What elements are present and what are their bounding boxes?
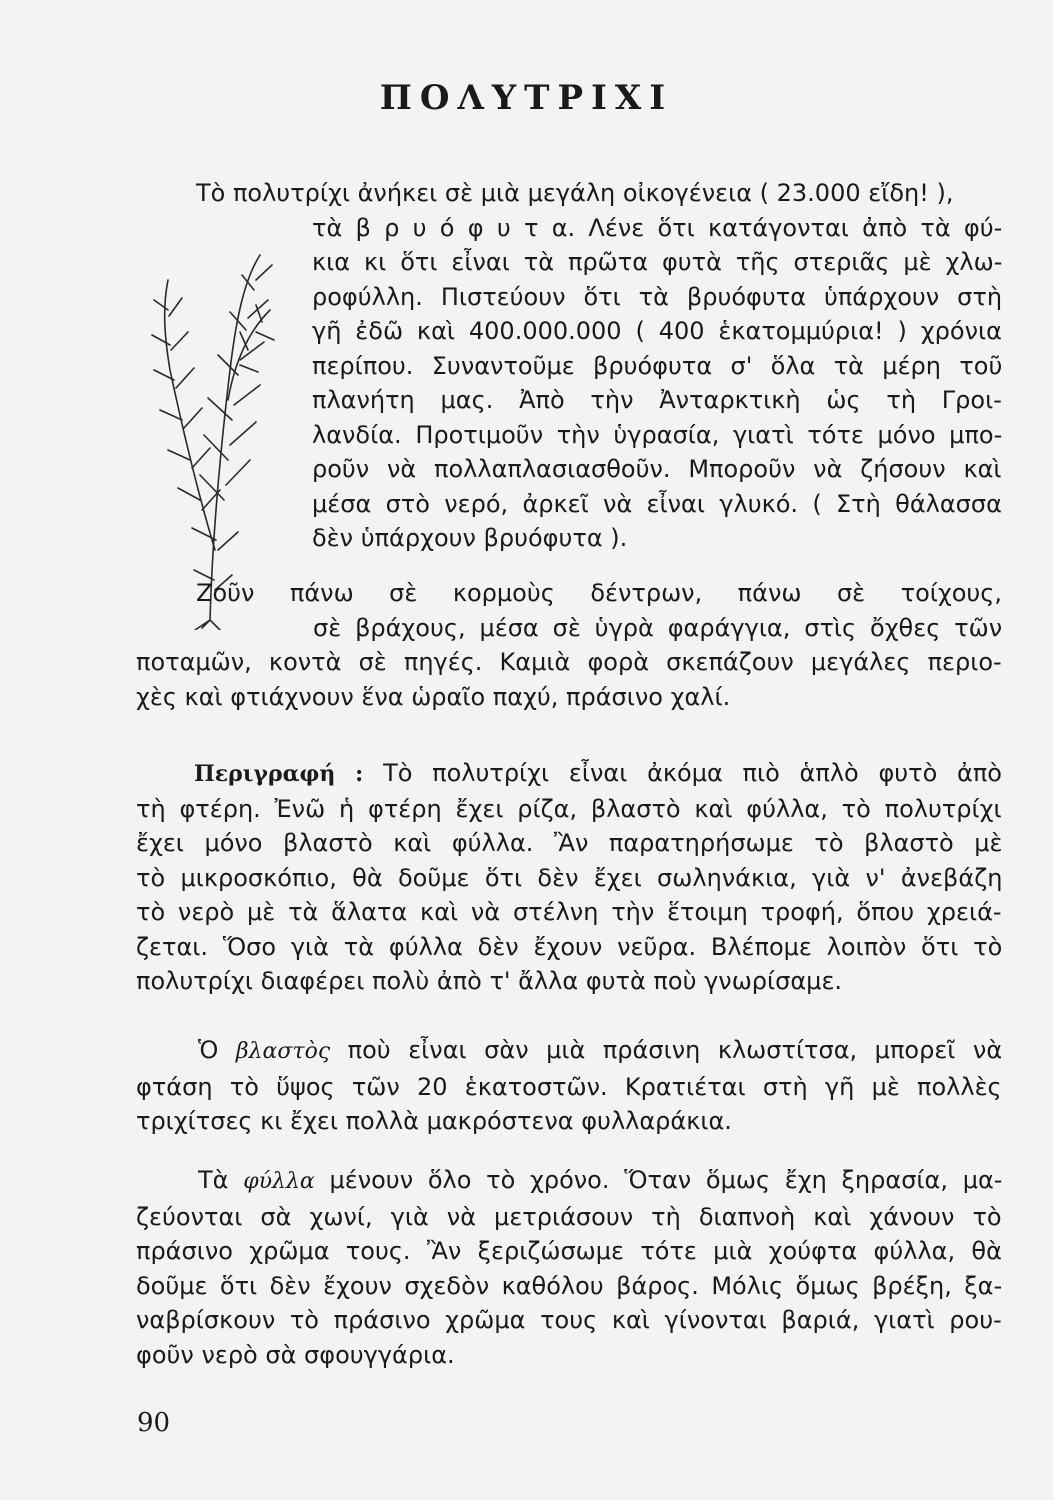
intro-line: ροῦν νὰ πολλαπλασιασθοῦν. Μποροῦν νὰ ζήσουν καὶ	[312, 455, 1002, 483]
intro-paragraph-continued	[312, 211, 1002, 556]
leaves-line: ναβρίσκουν τὸ πράσινο χρῶμα τους καὶ γίνονται βαριά, γιατὶ ρου-	[136, 1306, 1002, 1334]
stem-line: φτάση τὸ ὕψος τῶν 20 ἑκατοστῶν. Κρατιέται στὴ γῆ μὲ πολλὲς	[136, 1072, 1002, 1101]
intro-line: δὲν ὑπάρχουν βρυόφυτα ).	[312, 524, 628, 552]
stem-first-rest: ποὺ εἶναι σὰν μιὰ πράσινη κλωστίτσα, μπορεῖ νὰ	[330, 1036, 1003, 1064]
leaves-first-line	[136, 1163, 1002, 1200]
description-line: ἔχει μόνο βλαστὸ καὶ φύλλα. Ἂν παρατηρήσωμε τὸ βλαστὸ μὲ	[136, 829, 1003, 857]
intro-line: μέσα στὸ νερό, ἀρκεῖ νὰ εἶναι γλυκό. ( Στὴ θάλασσα	[312, 489, 1002, 518]
leaves-term: φύλλα	[243, 1169, 315, 1194]
leaves-line: ζεύονται σὰ χωνί, γιὰ νὰ μετριάσουν τὴ διαπνοὴ καὶ χάνουν τὸ	[136, 1202, 1002, 1231]
intro-line: κια κι ὅτι εἶναι τὰ πρῶτα φυτὰ τῆς στεριᾶς μὲ χλω-	[312, 248, 1003, 276]
leaves-line: δοῦμε ὅτι δὲν ἔχουν σχεδὸν καθόλου βάρος. Μόλις ὅμως βρέξη, ξα-	[136, 1271, 1003, 1300]
intro-line: περίπου. Συναντοῦμε βρυόφυτα σ' ὅλα τὰ μέρη τοῦ	[312, 351, 1003, 380]
intro-line: γῆ ἐδῶ καὶ 400.000.000 ( 400 ἑκατομμύρια! ) χρόνια	[312, 317, 1002, 345]
leaves-line: φοῦν νερὸ σὰ σφουγγάρια.	[136, 1340, 455, 1369]
leaves-prefix: Τὰ	[198, 1166, 244, 1194]
description-first-line	[136, 756, 1002, 792]
leaves-line: πράσινο χρῶμα τους. Ἂν ξεριζώσωμε τότε μιὰ χούφτα φύλλα, θὰ	[136, 1237, 1002, 1265]
leaves-first-rest: μένουν ὅλο τὸ χρόνο. Ὅταν ὅμως ἔχη ξηρασία, μα-	[314, 1166, 1003, 1194]
stem-first-line	[136, 1033, 1002, 1070]
description-label: Περιγραφή :	[194, 761, 364, 787]
description-line: τὴ φτέρη. Ἐνῶ ἡ φτέρη ἔχει ρίζα, βλαστὸ καὶ φύλλα, τὸ πολυτρίχι	[136, 794, 1002, 823]
habitat-line: ποταμῶν, κοντὰ σὲ πηγές. Καμιὰ φορὰ σκεπάζουν μεγάλες περιο-	[136, 648, 1002, 676]
habitat-line: σὲ βράχους, μέσα σὲ ὑγρὰ φαράγγια, στὶς ὄχθες τῶν	[313, 613, 1003, 642]
moss-illustration	[140, 250, 320, 630]
intro-line: ροφύλλη. Πιστεύουν ὅτι τὰ βρυόφυτα ὑπάρχουν στὴ	[312, 282, 1003, 311]
intro-line: λανδία. Προτιμοῦν τὴν ὑγρασία, γιατὶ τότε μόνο μπο-	[312, 420, 1003, 449]
stem-term: βλαστὸς	[235, 1039, 331, 1064]
habitat-line: χὲς καὶ φτιάχνουν ἕνα ὡραῖο παχύ, πράσινο χαλί.	[136, 682, 731, 711]
stem-paragraph	[136, 1033, 1002, 1139]
habitat-paragraph	[136, 576, 1002, 714]
description-line: ζεται. Ὅσο γιὰ τὰ φύλλα δὲν ἔχουν νεῦρα. Βλέπομε λοιπὸν ὅτι τὸ	[136, 932, 1003, 961]
page-number: 90	[137, 1408, 171, 1438]
description-line: Τὸ πολυτρίχι εἶναι ἀκόμα πιὸ ἁπλὸ φυτὸ ἀπὸ	[383, 759, 1002, 787]
habitat-line: Ζοῦν πάνω σὲ κορμοὺς δέντρων, πάνω σὲ τοίχους,	[196, 579, 1003, 607]
description-line: τὸ νερὸ μὲ τὰ ἅλατα καὶ νὰ στέλνη τὴν ἕτοιμη τροφή, ὅπου χρειά-	[136, 898, 1002, 926]
stem-prefix: Ὁ	[198, 1036, 236, 1064]
intro-line: πλανήτη μας. Ἀπὸ τὴν Ἀνταρκτικὴ ὡς τὴ Γροι-	[312, 386, 1002, 414]
page-title: ΠΟΛΥΤΡΙΧΙ	[379, 78, 674, 118]
intro-line: τὰ β ρ υ ό φ υ τ α. Λένε ὅτι κατάγονται ἀπὸ τὰ φύ-	[312, 213, 1003, 242]
leaves-paragraph	[136, 1163, 1002, 1372]
description-line: τὸ μικροσκόπιο, θὰ δοῦμε ὅτι δὲν ἔχει σωληνάκια, γιὰ ν' ἀνεβάζη	[136, 863, 1003, 892]
intro-paragraph	[196, 176, 1002, 211]
intro-line: Τὸ πολυτρίχι ἀνήκει σὲ μιὰ μεγάλη οἰκογένεια ( 23.000 εἴδη! ),	[196, 179, 954, 207]
description-line: πολυτρίχι διαφέρει πολὺ ἀπὸ τ' ἄλλα φυτὰ ποὺ γνωρίσαμε.	[136, 967, 843, 995]
description-paragraph	[136, 756, 1002, 999]
stem-line: τριχίτσες κι ἔχει πολλὰ μακρόστενα φυλλαράκια.	[136, 1107, 732, 1135]
